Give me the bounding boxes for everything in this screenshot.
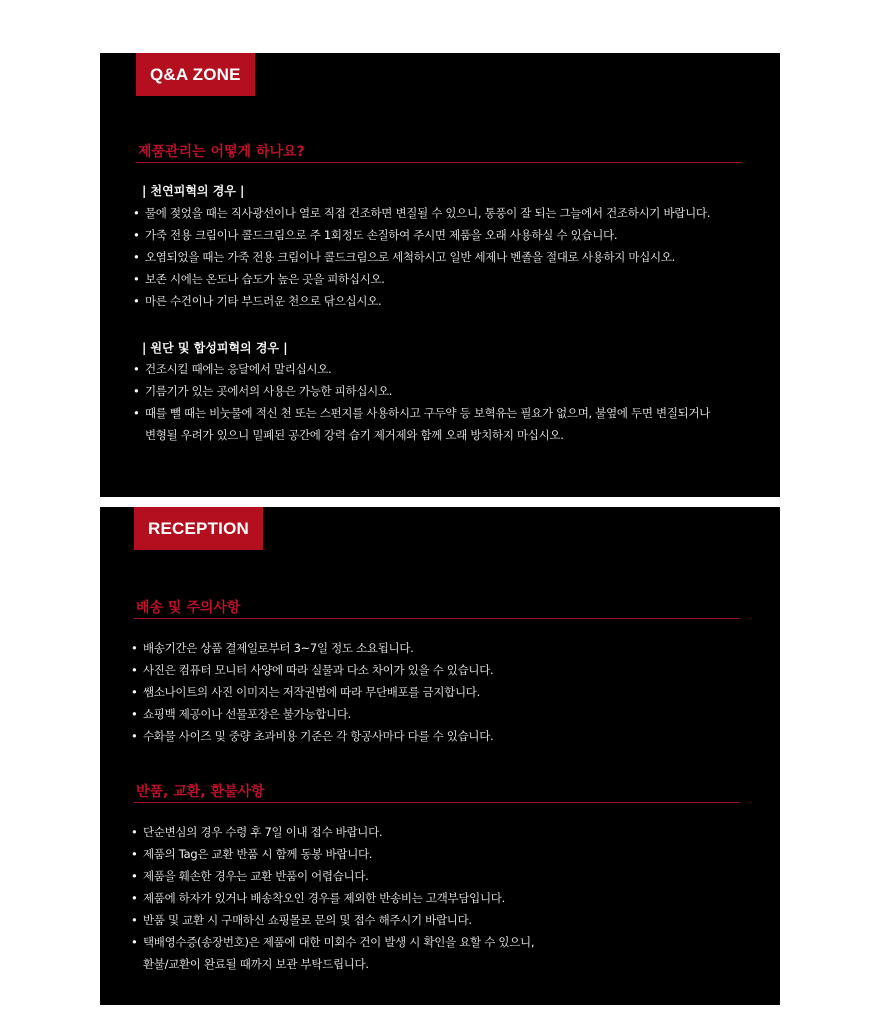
list-item: • 보존 시에는 온도나 습도가 높은 곳을 피하십시오. <box>130 268 750 290</box>
list-item-line: 환불/교환이 완료될 때까지 보관 부탁드립니다. <box>143 957 369 971</box>
reception-badge: RECEPTION <box>134 507 263 550</box>
shipping-heading: 배송 및 주의사항 <box>134 599 740 619</box>
list-item: • 제품을 훼손한 경우는 교환 반품이 어렵습니다. <box>128 865 748 887</box>
returns-list <box>128 821 748 975</box>
list-item: • 제품의 Tag은 교환 반품 시 함께 동봉 바랍니다. <box>128 843 748 865</box>
list-item: • 오염되었을 때는 가죽 전용 크림이나 콜드크림으로 세척하시고 일반 세제나 벤졸을 절대로 사용하지 마십시오. <box>130 246 750 268</box>
list-item-line: 변형될 우려가 있으니 밀폐된 공간에 강력 습기 제거제와 함께 오래 방치하지 마십시오. <box>145 428 564 442</box>
list-item-line: • 때를 뺄 때는 비눗물에 적신 천 또는 스펀지를 사용하시고 구두약 등 보혁유는 필요가 없으며, 불옆에 두면 변질되거나 <box>145 406 711 420</box>
care-heading: 제품관리는 어떻게 하나요? <box>136 143 742 163</box>
list-item: • 마른 수건이나 기타 부드러운 천으로 닦으십시오. <box>130 290 750 312</box>
list-item: • 제품에 하자가 있거나 배송착오인 경우를 제외한 반송비는 고객부담입니다. <box>128 887 748 909</box>
qa-zone-badge: Q&A ZONE <box>136 53 255 96</box>
list-item <box>128 931 748 975</box>
list-item <box>130 402 750 446</box>
list-item: • 가죽 전용 크림이나 콜드크림으로 주 1회정도 손질하여 주시면 제품을 오래 사용하실 수 있습니다. <box>130 224 750 246</box>
list-item: • 사진은 컴퓨터 모니터 사양에 따라 실물과 다소 차이가 있을 수 있습니다. <box>128 659 748 681</box>
returns-heading: 반품, 교환, 환불사항 <box>134 783 740 803</box>
list-item: • 단순변심의 경우 수령 후 7일 이내 접수 바랍니다. <box>128 821 748 843</box>
list-item: • 건조시킬 때에는 응달에서 말리십시오. <box>130 358 750 380</box>
list-item: • 배송기간은 상품 결제일로부터 3~7일 정도 소요됩니다. <box>128 637 748 659</box>
qa-zone-panel <box>100 53 780 497</box>
synthetic-leather-list <box>130 358 750 446</box>
list-item: • 물에 젖었을 때는 직사광선이나 열로 직접 건조하면 변질될 수 있으니, 통풍이 잘 되는 그늘에서 건조하시기 바랍니다. <box>130 202 750 224</box>
list-item: • 반품 및 교환 시 구매하신 쇼핑몰로 문의 및 접수 해주시기 바랍니다. <box>128 909 748 931</box>
list-item: • 수화물 사이즈 및 중량 초과비용 기준은 각 항공사마다 다를 수 있습니다. <box>128 725 748 747</box>
shipping-list <box>128 637 748 747</box>
natural-leather-title: | 천연피혁의 경우 | <box>142 184 245 198</box>
list-item: • 쇼핑백 제공이나 선물포장은 불가능합니다. <box>128 703 748 725</box>
synthetic-leather-title: | 원단 및 합성피혁의 경우 | <box>142 341 288 355</box>
list-item: • 기름기가 있는 곳에서의 사용은 가능한 피하십시오. <box>130 380 750 402</box>
list-item: • 쌤소나이트의 사진 이미지는 저작권법에 따라 무단배포를 금지합니다. <box>128 681 748 703</box>
natural-leather-list <box>130 202 750 312</box>
reception-panel <box>100 507 780 1005</box>
list-item-line: • 택배영수증(송장번호)은 제품에 대한 미회수 건이 발생 시 확인을 요할 수 있으니, <box>143 935 535 949</box>
